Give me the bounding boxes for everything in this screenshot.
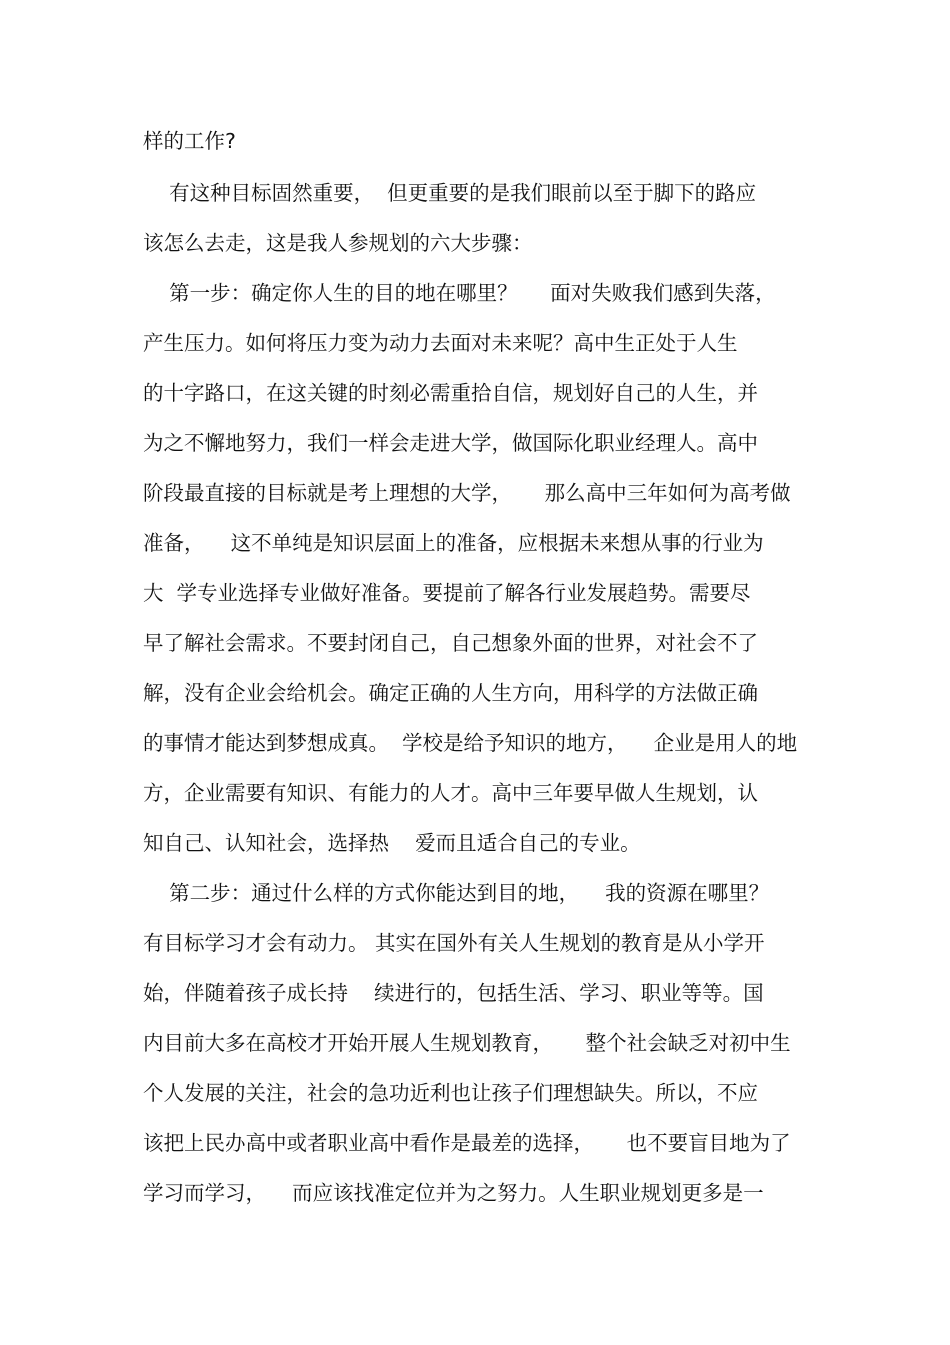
text-line: 的事情才能达到梦想成真。 学校是给予知识的地方， 企业是用人的地 [143,731,798,755]
text-line: 第一步：确定你人生的目的地在哪里？ 面对失败我们感到失落， [143,281,776,305]
text-line: 知自己、认知社会，选择热 爱而且适合自己的专业。 [143,831,641,855]
text-line: 个人发展的关注，社会的急功近利也让孩子们理想缺失。所以，不应 [143,1081,758,1105]
text-line: 准备， 这不单纯是知识层面上的准备，应根据未来想从事的行业为 [143,531,764,555]
text-line: 该把上民办高中或者职业高中看作是最差的选择， 也不要盲目地为了 [143,1131,791,1155]
text-line: 学习而学习， 而应该找准定位并为之努力。人生职业规划更多是一 [143,1181,764,1205]
text-line: 的十字路口，在这关键的时刻必需重拾自信，规划好自己的人生，并 [143,381,758,405]
text-line: 第二步：通过什么样的方式你能达到目的地， 我的资源在哪里？ [143,881,770,905]
text-line: 阶段最直接的目标就是考上理想的大学， 那么高中三年如何为高考做 [143,481,791,505]
text-line: 有这种目标固然重要， 但更重要的是我们眼前以至于脚下的路应 [143,181,757,205]
text-line: 早了解社会需求。不要封闭自己，自己想象外面的世界，对社会不了 [143,631,758,655]
text-line: 大 学专业选择专业做好准备。要提前了解各行业发展趋势。需要尽 [143,581,751,605]
text-line: 产生压力。如何将压力变为动力去面对未来呢？高中生正处于人生 [143,331,738,355]
text-line: 该怎么去走，这是我人参规划的六大步骤： [143,231,533,255]
text-line: 为之不懈地努力，我们一样会走进大学，做国际化职业经理人。高中 [143,431,758,455]
text-line: 内目前大多在高校才开始开展人生规划教育， 整个社会缺乏对初中生 [143,1031,791,1055]
text-line: 解，没有企业会给机会。确定正确的人生方向，用科学的方法做正确 [143,681,758,705]
text-line: 有目标学习才会有动力。 其实在国外有关人生规划的教育是从小学开 [143,931,765,955]
text-line: 方，企业需要有知识、有能力的人才。高中三年要早做人生规划，认 [143,781,758,805]
text-line: 始，伴随着孩子成长持 续进行的，包括生活、学习、职业等等。国 [143,981,764,1005]
text-line: 样的工作? [143,129,236,153]
